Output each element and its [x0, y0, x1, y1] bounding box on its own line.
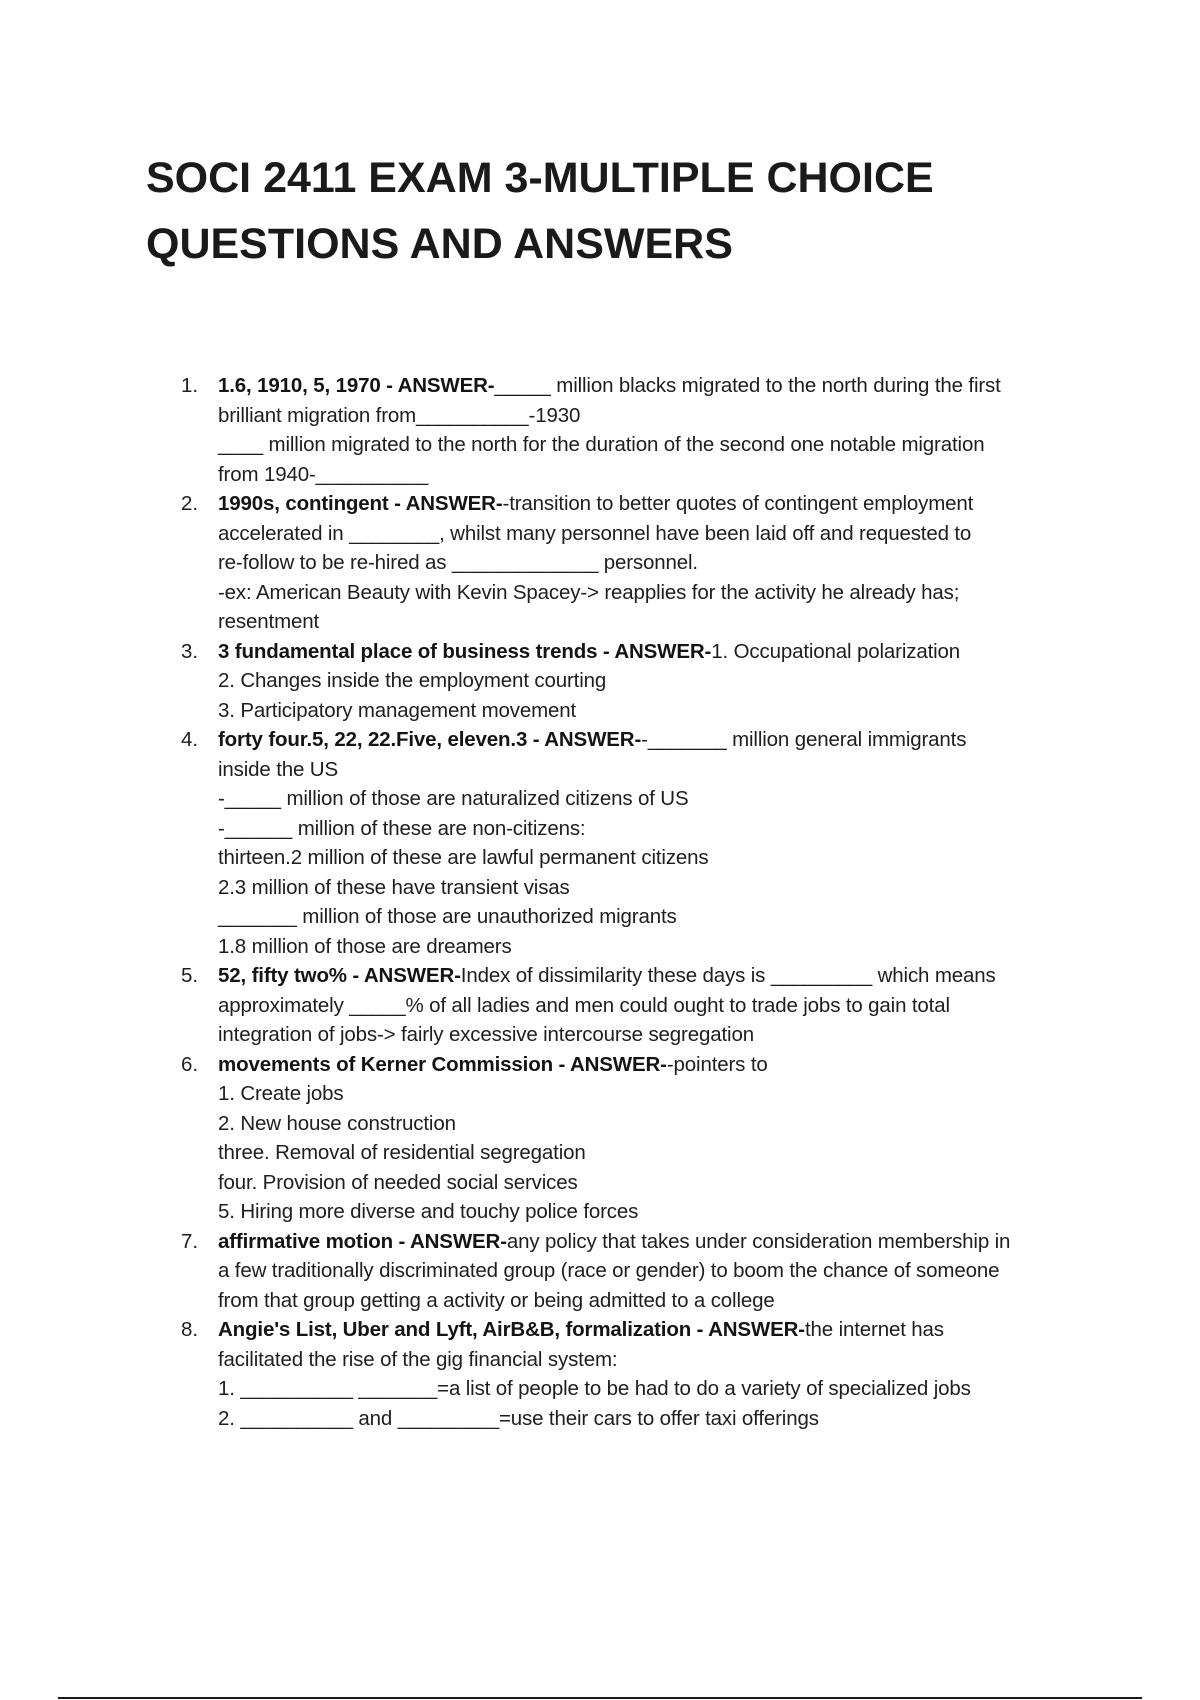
question-number: 6.	[181, 1052, 199, 1076]
question-item-5	[181, 961, 1101, 1050]
question-number: 2.	[181, 492, 199, 515]
title-line-2: QUESTIONS AND ANSWERS	[146, 220, 733, 268]
question-first-line	[218, 961, 1101, 991]
question-line: approximately _____% of all ladies and men could ought to trade jobs to gain total	[218, 993, 950, 1017]
question-body	[218, 725, 1101, 961]
question-line: facilitated the rise of the gig financial system:	[218, 1347, 618, 1371]
question-line: -ex: American Beauty with Kevin Spacey-> reapplies for the activity he already has;	[218, 580, 960, 604]
question-line: three. Removal of residential segregation	[218, 1141, 586, 1164]
question-line: _______ million of those are unauthorized migrants	[218, 905, 677, 928]
question-item-3	[181, 637, 1101, 726]
question-line: a few traditionally discriminated group (race or gender) to boom the chance of someone	[218, 1259, 1000, 1282]
question-first-line	[218, 1050, 1101, 1080]
question-line: -_____ million of those are naturalized citizens of US	[218, 787, 689, 810]
question-line: from that group getting a activity or being admitted to a college	[218, 1288, 775, 1312]
question-line: inside the US	[218, 757, 338, 781]
answer-heading: 52, fifty two% - ANSWER-	[218, 964, 461, 987]
question-text: _____ million blacks migrated to the north during the first	[494, 374, 1001, 397]
question-text: 1. Occupational polarization	[711, 639, 961, 663]
title-line-1: SOCI 2411 EXAM 3-MULTIPLE CHOICE	[146, 154, 934, 202]
answer-heading: 1.6, 1910, 5, 1970 - ANSWER-	[218, 374, 495, 397]
question-text: -_______ million general immigrants	[641, 728, 967, 751]
question-line: 5. Hiring more diverse and touchy police forces	[218, 1200, 639, 1223]
question-line: ____ million migrated to the north for the duration of the second one notable migration	[218, 433, 985, 456]
question-text: the internet has	[804, 1318, 944, 1341]
question-line: 1. Create jobs	[218, 1082, 344, 1105]
question-line: 2. __________ and _________=use their cars to offer taxi offerings	[218, 1406, 819, 1430]
question-body	[218, 1227, 1101, 1316]
question-item-4	[181, 725, 1101, 961]
answer-heading: forty four.5, 22, 22.Five, eleven.3 - ANSWER-	[218, 728, 642, 751]
question-first-line	[218, 371, 1101, 401]
question-body	[218, 961, 1101, 1050]
question-line: from 1940-__________	[218, 462, 429, 486]
question-item-1	[181, 371, 1101, 489]
page-title	[146, 145, 1106, 277]
question-line: brilliant migration from__________-1930	[218, 403, 581, 427]
question-text: any policy that takes under consideration membership in	[506, 1229, 1011, 1253]
question-first-line	[218, 1315, 1101, 1345]
question-first-line	[218, 489, 1101, 519]
footer-divider	[58, 1697, 1142, 1699]
question-body	[218, 1050, 1101, 1227]
question-line: integration of jobs-> fairly excessive intercourse segregation	[218, 1023, 754, 1046]
question-first-line	[218, 637, 1101, 667]
question-line: -______ million of these are non-citizens:	[218, 816, 586, 840]
question-line: 2. Changes inside the employment courting	[218, 669, 607, 692]
question-body	[218, 371, 1101, 489]
question-number: 1.	[181, 374, 199, 397]
answer-heading: 1990s, contingent - ANSWER-	[218, 492, 503, 515]
question-number: 5.	[181, 964, 199, 987]
question-line: four. Provision of needed social services	[218, 1170, 578, 1194]
question-line: thirteen.2 million of these are lawful permanent citizens	[218, 846, 709, 869]
answer-heading: affirmative motion - ANSWER-	[218, 1229, 507, 1253]
question-number: 8.	[181, 1318, 199, 1341]
question-body	[218, 637, 1101, 726]
question-number: 4.	[181, 728, 199, 751]
answer-heading: Angie's List, Uber and Lyft, AirB&B, formalization - ANSWER-	[218, 1318, 805, 1341]
question-first-line	[218, 725, 1101, 755]
question-first-line	[218, 1227, 1101, 1257]
question-line: re-follow to be re-hired as _____________ personnel.	[218, 551, 698, 574]
question-item-2	[181, 489, 1101, 637]
answer-heading: movements of Kerner Commission - ANSWER-	[218, 1052, 667, 1076]
question-body	[218, 1315, 1101, 1433]
question-item-6	[181, 1050, 1101, 1227]
question-item-7	[181, 1227, 1101, 1316]
question-number: 3.	[181, 639, 199, 663]
question-line: accelerated in ________, whilst many personnel have been laid off and requested to	[218, 521, 972, 545]
question-body	[218, 489, 1101, 637]
question-line: 3. Participatory management movement	[218, 698, 577, 722]
question-number: 7.	[181, 1229, 199, 1253]
question-list	[181, 371, 1101, 1433]
question-text: -transition to better quotes of contingent employment	[502, 492, 974, 515]
question-line: resentment	[218, 610, 320, 633]
question-line: 2. New house construction	[218, 1111, 456, 1135]
question-line: 2.3 million of these have transient visas	[218, 875, 570, 899]
question-text: -pointers to	[666, 1052, 768, 1076]
question-item-8	[181, 1315, 1101, 1433]
question-line: 1.8 million of those are dreamers	[218, 934, 512, 958]
answer-heading: 3 fundamental place of business trends - ANSWER-	[218, 639, 712, 663]
question-text: Index of dissimilarity these days is _________ which means	[460, 964, 996, 987]
question-line: 1. __________ _______=a list of people to be had to do a variety of specialized jobs	[218, 1377, 971, 1400]
